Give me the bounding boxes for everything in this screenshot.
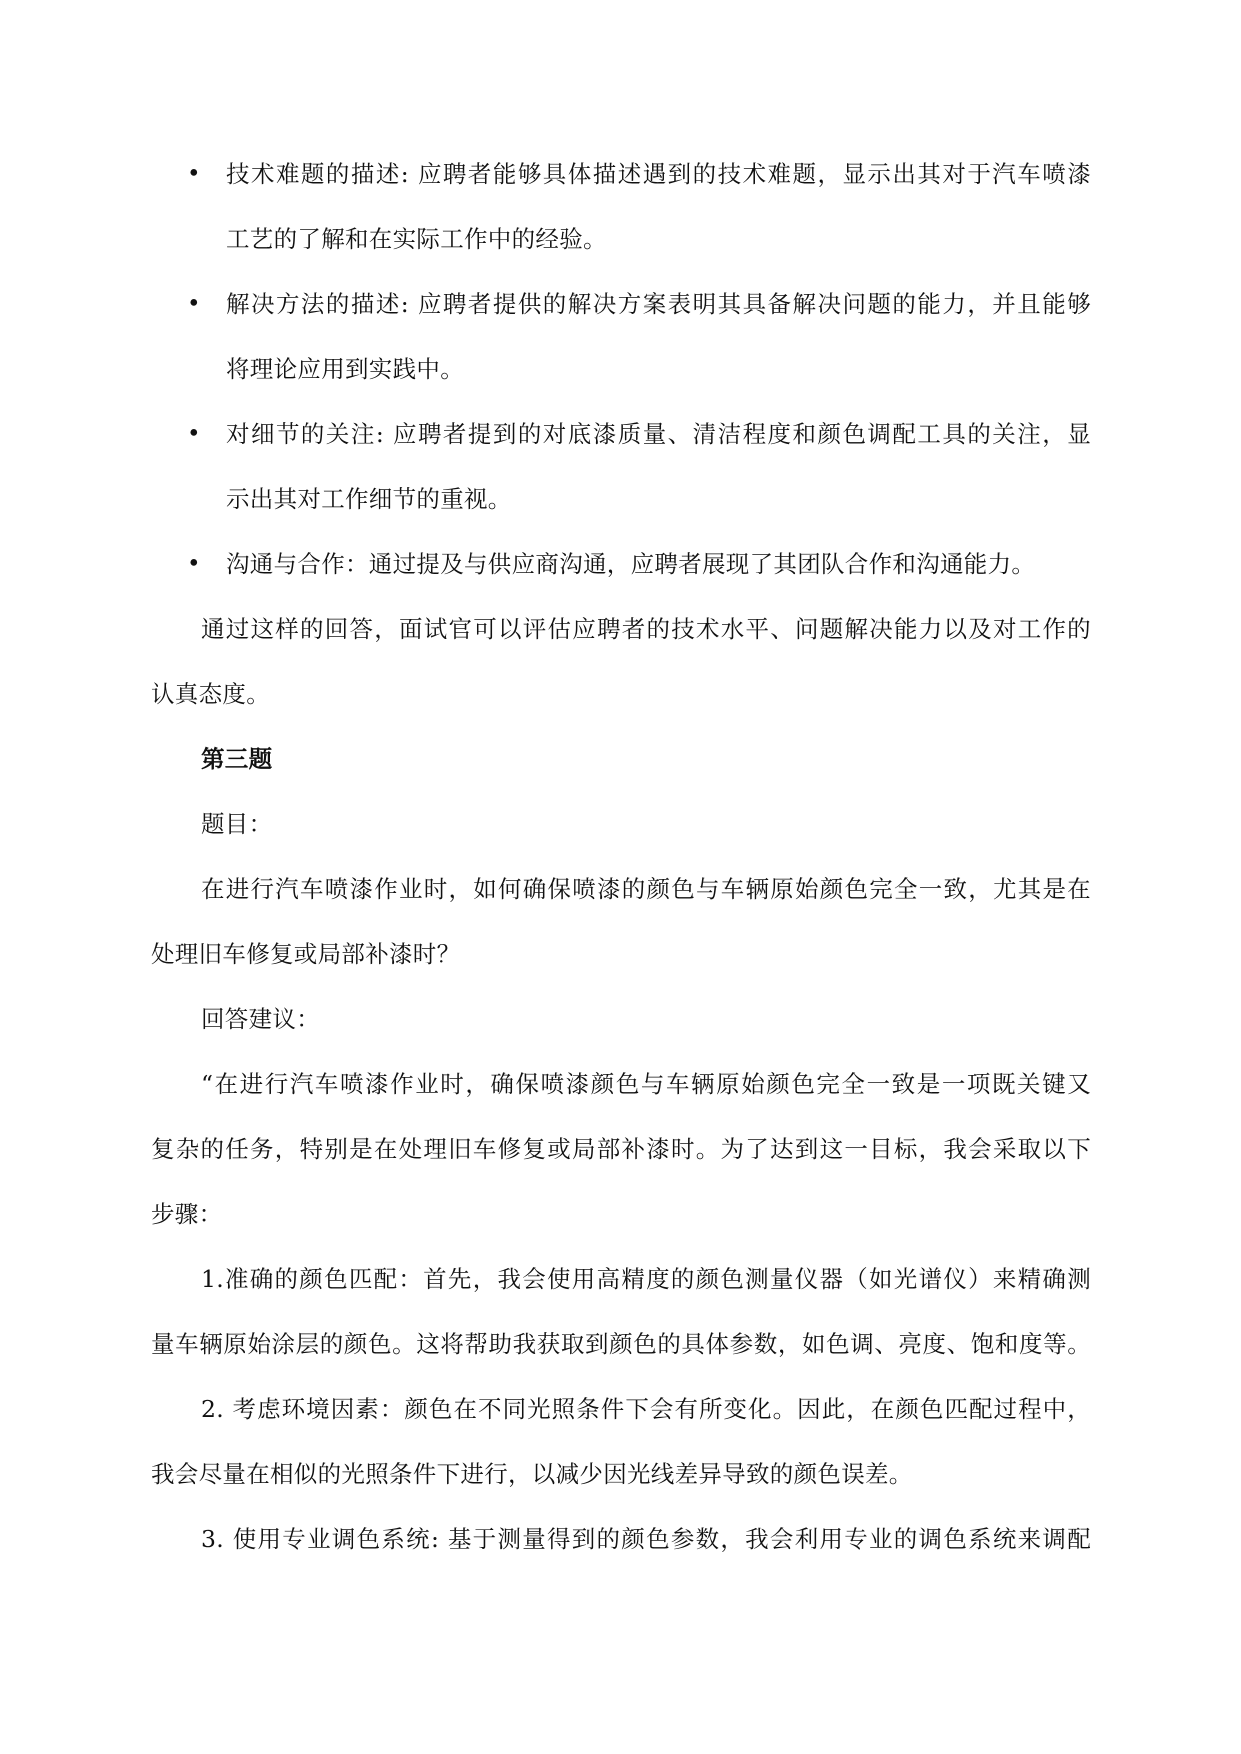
paragraph-line: 认真态度。 [151,680,270,708]
bullet-dot-icon: • [187,551,201,577]
bullet-dot-icon: • [187,161,201,187]
document-body [151,142,1091,1572]
answer-intro-paragraph [151,1052,1091,1247]
question-label: 题目： [201,810,273,838]
paragraph-line: 我会尽量在相似的光照条件下进行，以减少因光线差异导致的颜色误差。 [151,1460,913,1488]
paragraph-line: 2. 考虑环境因素：颜色在不同光照条件下会有所变化。因此，在颜色匹配过程中， [201,1395,1091,1423]
answer-label: 回答建议： [201,1005,320,1033]
paragraph-line: 步骤： [151,1200,223,1228]
bullet-text-line: 将理论应用到实践中。 [226,355,464,383]
bullet-item-detail [151,402,1091,532]
step-1-paragraph [151,1247,1091,1377]
bullet-dot-icon: • [187,421,201,447]
summary-paragraph [151,597,1091,727]
paragraph-line: “在进行汽车喷漆作业时，确保喷漆颜色与车辆原始颜色完全一致是一项既关键又 [201,1070,1091,1098]
paragraph-line: 处理旧车修复或局部补漆时？ [151,940,461,968]
bullet-item-technical-problem [151,142,1091,272]
bullet-text-line: 解决方法的描述: 应聘者提供的解决方案表明其具备解决问题的能力，并且能够 [226,290,1091,318]
paragraph-line: 3. 使用专业调色系统: 基于测量得到的颜色参数，我会利用专业的调色系统来调配 [201,1525,1091,1553]
step-2-paragraph [151,1377,1091,1507]
bullet-text-line: 示出其对工作细节的重视。 [226,485,512,513]
bullet-item-solution [151,272,1091,402]
paragraph-line: 复杂的任务，特别是在处理旧车修复或局部补漆时。为了达到这一目标，我会采取以下 [151,1135,1091,1163]
step-3-paragraph [151,1507,1091,1572]
section-title: 第三题 [201,745,273,773]
paragraph-line: 量车辆原始涂层的颜色。这将帮助我获取到颜色的具体参数，如色调、亮度、饱和度等。 [151,1330,1091,1358]
bullet-text-line: 工艺的了解和在实际工作中的经验。 [226,225,607,253]
paragraph-line: 在进行汽车喷漆作业时，如何确保喷漆的颜色与车辆原始颜色完全一致，尤其是在 [201,875,1091,903]
bullet-text-line: 对细节的关注: 应聘者提到的对底漆质量、清洁程度和颜色调配工具的关注，显 [226,420,1091,448]
bullet-text-line: 技术难题的描述: 应聘者能够具体描述遇到的技术难题，显示出其对于汽车喷漆 [226,160,1091,188]
question-paragraph [151,857,1091,987]
bullet-text-line: 沟通与合作：通过提及与供应商沟通，应聘者展现了其团队合作和沟通能力。 [226,550,1036,578]
bullet-dot-icon: • [187,291,201,317]
paragraph-line: 1.准确的颜色匹配：首先，我会使用高精度的颜色测量仪器（如光谱仪）来精确测 [201,1265,1091,1293]
bullet-item-communication [151,532,1091,597]
paragraph-line: 通过这样的回答，面试官可以评估应聘者的技术水平、问题解决能力以及对工作的 [201,615,1091,643]
